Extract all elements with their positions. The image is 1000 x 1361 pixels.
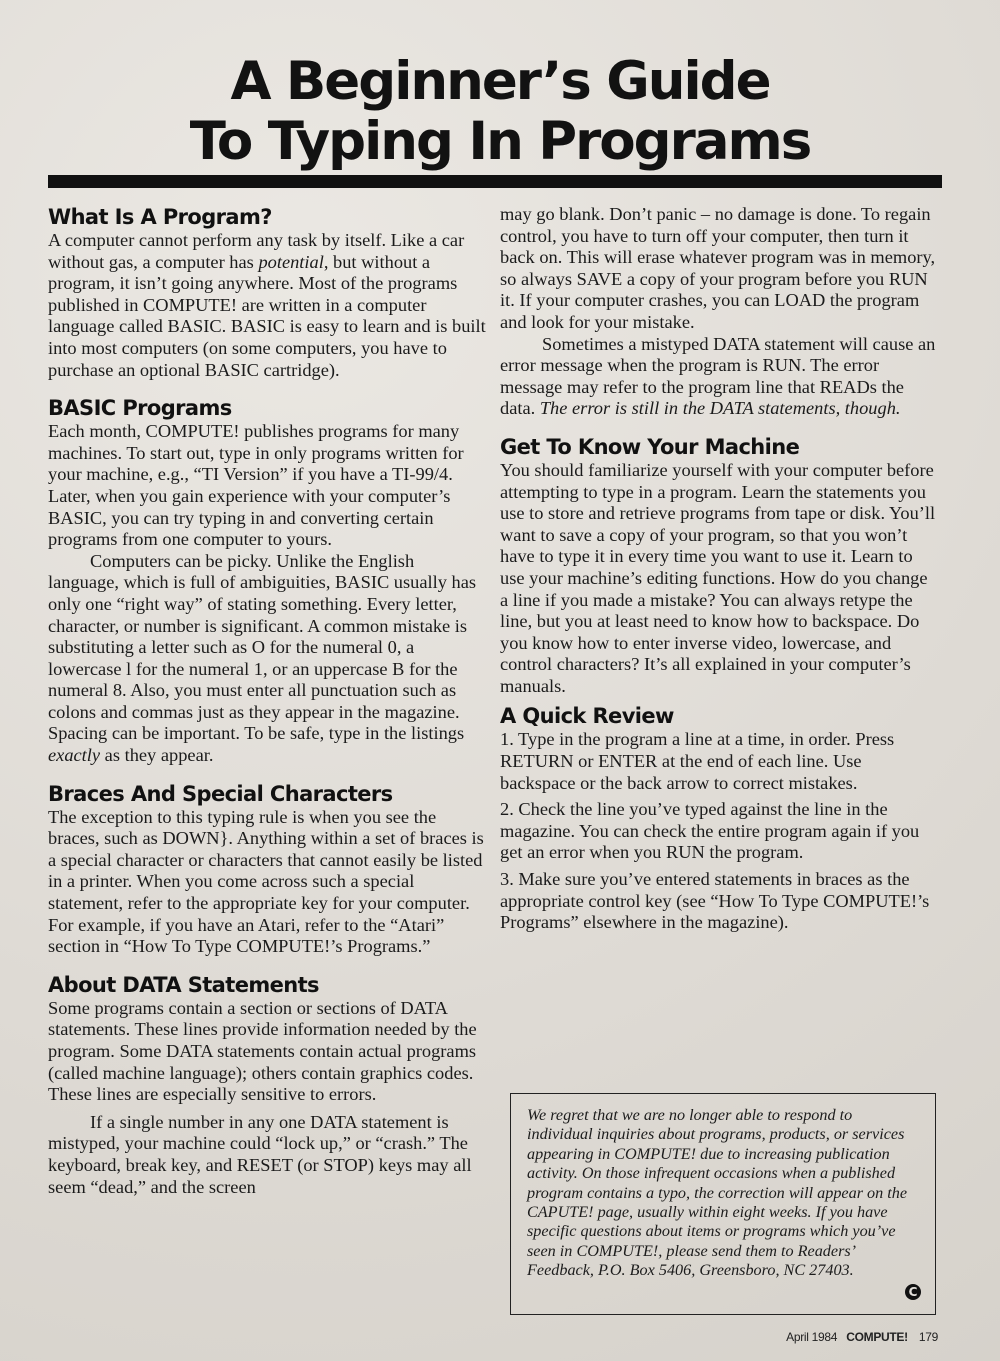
paragraph: If a single number in any one DATA statement is mistyped, your machine could “lock up,” or “crash.” The keyboard, break key, and RESET (or STOP) keys may all seem “dead,” and the screen (48, 1111, 472, 1197)
paragraph: A computer cannot perform any task by itself. Like a car without gas, a computer has potential, but without a program, it isn’t going anywhere. Most of the programs published in COMPUTE! are written in a computer language called BASIC. BASIC is easy to learn and is built into most computers (on some computers, you have to purchase an optional BASIC cartridge). (48, 230, 486, 380)
paragraph: Sometimes a mistyped DATA statement will cause an error message when the program is RUN. The error message may refer to the program line that READs the data. The error is still in the DATA statements, though. (500, 333, 936, 419)
copyright-icon: C (905, 1284, 921, 1300)
paragraph: may go blank. Don’t panic – no damage is done. To regain control, you have to turn off your computer, then turn it back on. This will erase whatever program was in memory, so always SAVE a copy of your program before you RUN it. If your computer crashes, you can LOAD the program and look for your mistake. (500, 204, 936, 332)
heading-braces: Braces And Special Characters (48, 781, 393, 806)
paragraph: Each month, COMPUTE! publishes programs for many machines. To start out, type in only programs written for your machine, e.g., “TI Version” if you have a TI-99/4. Later, when you gain experience with your computer’s BASIC, you can try typing in and converting certain programs from one computer to yours. (48, 421, 464, 550)
page-title (0, 52, 1000, 172)
heading-data-statements: About DATA Statements (48, 972, 319, 997)
footer-magazine: COMPUTE! (846, 1330, 908, 1344)
paragraph: The exception to this typing rule is when you see the braces, such as DOWN}. Anything within a set of braces is a special character or characters that cannot easily be listed in a printer. When you come across such a special statement, refer to the appropriate key for your computer. For example, if you have an Atari, refer to the “Atari” section in “How To Type COMPUTE!’s Programs.” (48, 806, 484, 957)
paragraph: Computers can be picky. Unlike the English language, which is full of ambiguities, BASIC usually has only one “right way” of stating something. Every letter, character, or number is significant. A common mistake is substituting a letter such as O for the numeral 0, a lowercase l for the numeral 1, or an uppercase B for the numeral 8. Also, you must enter all punctuation such as colons and commas just as they appear in the magazine. Spacing can be important. To be safe, type in the listings exactly as they appear. (48, 550, 477, 766)
page-number: 179 (918, 1330, 938, 1344)
heading-quick-review: A Quick Review (500, 704, 674, 729)
paragraph: Some programs contain a section or sections of DATA statements. These lines provide information needed by the program. Some DATA statements contain actual programs (called machine language); others contain graphics codes. These lines are especially sensitive to errors. (48, 997, 477, 1105)
heading-what-is-a-program: What Is A Program? (48, 205, 272, 229)
paragraph: You should familiarize yourself with your computer before attempting to type in a program. Learn the statements you use to store and retrieve programs from tape or disk. You’ll want to save a copy of your program, so that you won’t have to type it in every time you want to use it. Learn to use your machine’s editing functions. How do you change a line if you made a mistake? You can always retype the line, but you at least need to know how to backspace. Do you know how to enter inverse video, lowercase, and control characters? It’s all explained in your computer’s manuals. (500, 459, 936, 696)
title-line-1: A Beginner’s Guide (230, 51, 770, 112)
notice-text: We regret that we are no longer able to respond to individual inquiries about programs, products, or services appearing in COMPUTE! due to increasing publication activity. On those infrequent occasions when a published program contains a typo, the correction will appear on the CAPUTE! page, usually within eight weeks. If you have specific questions about items or programs which you’ve seen in COMPUTE!, please send them to Readers’ Feedback, P.O. Box 5406, Greensboro, NC 27403. (527, 1106, 908, 1280)
left-column (48, 204, 488, 1198)
readers-notice-box (510, 1093, 936, 1315)
footer-date: April 1984 (786, 1330, 838, 1344)
list-item: 2. Check the line you’ve typed against the line in the magazine. You can check the entire program again if you get an error when you RUN the program. (500, 799, 920, 863)
right-column (500, 204, 940, 939)
list-item: 1. Type in the program a line at a time, in order. Press RETURN or ENTER at the end of each line. Use backspace or the back arrow to correct mistakes. (500, 729, 895, 793)
review-list (500, 729, 940, 933)
title-line-2: To Typing In Programs (189, 111, 811, 172)
title-rule (48, 175, 942, 188)
list-item: 3. Make sure you’ve entered statements in braces as the appropriate control key (see “How To Type COMPUTE!’s Programs” elsewhere in the magazine). (500, 869, 930, 933)
heading-know-machine: Get To Know Your Machine (500, 434, 800, 459)
page-footer (786, 1330, 938, 1344)
heading-basic-programs: BASIC Programs (48, 396, 232, 421)
